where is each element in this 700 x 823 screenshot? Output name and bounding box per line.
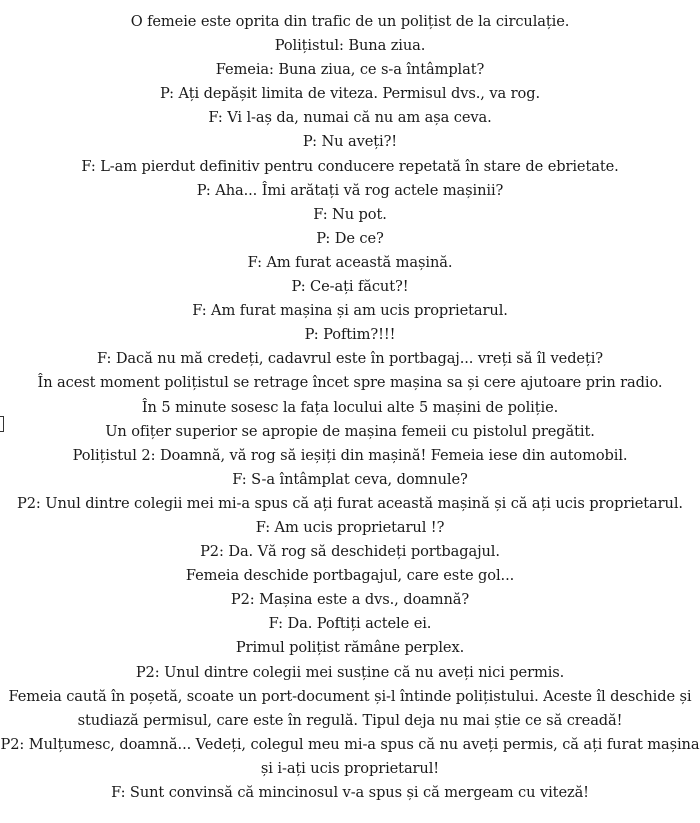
text-line: Femeia deschide portbagajul, care este gol... [185,567,515,585]
text-line: F: Am ucis proprietarul !? [255,518,445,536]
text-line: O femeie este oprita din trafic de un polițist de la circulație. [130,13,570,30]
joke-text-block [0,10,700,805]
text-line: P: Aha... Îmi arătați vă rog actele mașinii? [196,181,504,199]
text-line: F: Nu pot. [313,205,387,223]
text-line: P: De ce? [316,229,384,247]
text-line: F: Vi l-aș da, numai că nu am așa ceva. [208,109,492,127]
text-line: F: Dacă nu mă credeți, cadavrul este în portbagaj... vreți să îl vedeți? [96,350,604,368]
text-line: În acest moment polițistul se retrage încet spre mașina sa și cere ajutoare prin radio. [37,374,663,392]
text-line: F: Am furat mașina și am ucis proprietarul. [192,302,508,320]
text-line: Polițistul 2: Doamnă, vă rog să ieșiți din mașină! Femeia iese din automobil. [72,446,628,464]
text-line: F: S-a întâmplat ceva, domnule? [232,470,468,488]
text-line: Polițistul: Buna ziua. [274,37,426,55]
text-line: F: Sunt convinsă că mincinosul v-a spus și că mergeam cu viteză! [111,784,589,801]
text-line: În 5 minute sosesc la fața locului alte 5 mașini de poliție. [141,398,559,416]
text-line: P: Ce-ați făcut?! [291,278,409,296]
text-line: P: Nu aveți?! [302,133,398,151]
text-line: P2: Unul dintre colegii mei mi-a spus că ați furat această mașină și că ați ucis proprietarul. [17,494,683,512]
text-line: P2: Da. Vă rog să deschideți portbagajul. [200,543,500,561]
text-line: P2: Unul dintre colegii mei susține că nu aveți nici permis. [135,663,565,681]
text-line: Un ofițer superior se apropie de mașina femeii cu pistolul pregătit. [105,422,595,440]
text-line: Primul polițist rămâne perplex. [235,639,465,657]
text-line: F: Da. Poftiți actele ei. [268,615,432,633]
text-line: F: Am furat această mașină. [247,253,453,271]
text-line: P: Ați depășit limita de viteza. Permisul dvs., va rog. [159,85,541,103]
text-line: F: L-am pierdut definitiv pentru conducere repetată în stare de ebrietate. [81,157,619,175]
text-line: P2: Mașina este a dvs., doamnă? [230,591,470,609]
edge-bracket-mark [0,416,4,432]
text-line: P: Poftim?!!! [304,326,396,344]
text-paragraph: Femeia caută în poșetă, scoate un port-document și-l întinde polițistului. Aceste îl deschide și studiază permisul, care este în regulă. Tipul deja nu mai știe ce să creadă! [8,687,692,729]
text-line: Femeia: Buna ziua, ce s-a întâmplat? [215,61,485,79]
text-paragraph: P2: Mulțumesc, doamnă... Vedeți, colegul meu mi-a spus că nu aveți permis, că ați furat mașina și i-ați ucis proprietarul! [0,735,700,777]
